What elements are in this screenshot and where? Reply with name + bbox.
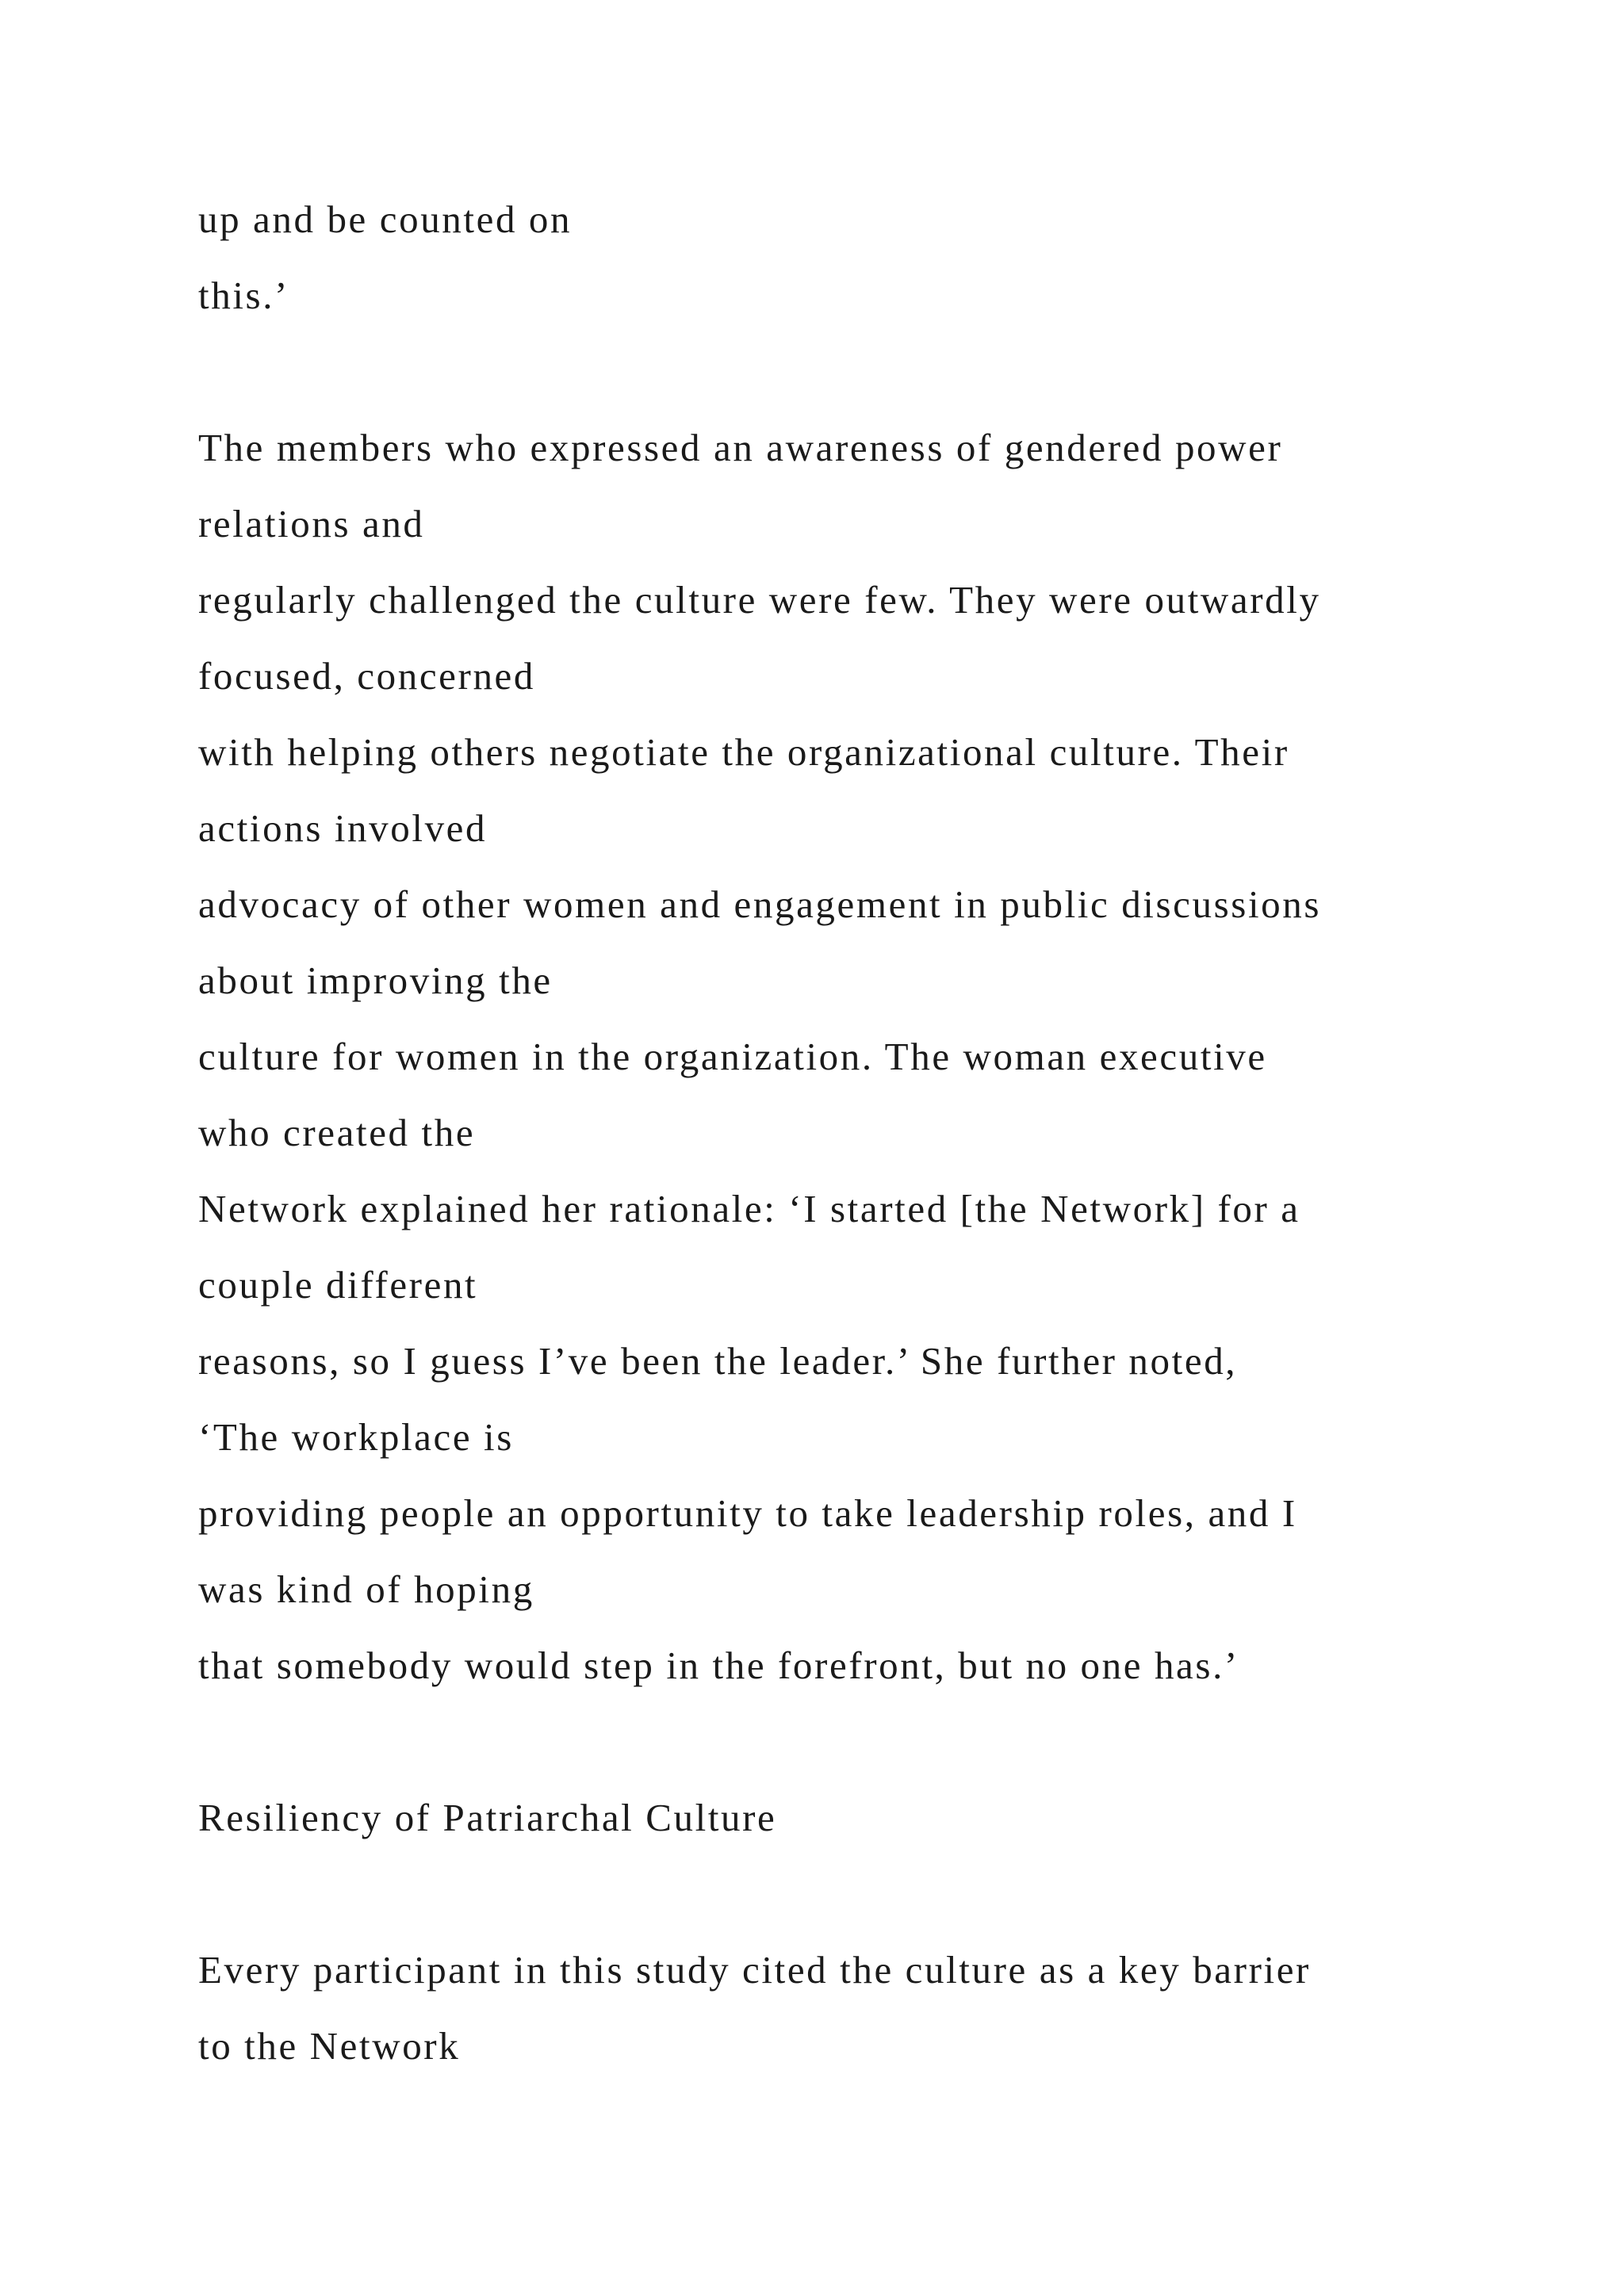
- text-line: couple different: [198, 1263, 478, 1307]
- text-line: advocacy of other women and engagement in public discussions: [198, 882, 1322, 926]
- text-line: that somebody would step in the forefront, but no one has.’: [198, 1644, 1239, 1687]
- text-line: Network explained her rationale: ‘I started [the Network] for a: [198, 1187, 1300, 1230]
- text-line: relations and: [198, 502, 425, 545]
- text-line: with helping others negotiate the organizational culture. Their: [198, 730, 1289, 774]
- text-line: actions involved: [198, 806, 488, 850]
- text-line: The members who expressed an awareness of gendered power: [198, 426, 1283, 469]
- text-line: culture for women in the organization. The woman executive: [198, 1035, 1267, 1078]
- text-line: to the Network: [198, 2024, 461, 2068]
- text-line: ‘The workplace is: [198, 1415, 514, 1459]
- section-heading: Resiliency of Patriarchal Culture: [198, 1796, 777, 1839]
- text-line: Every participant in this study cited the culture as a key barrier: [198, 1948, 1311, 1992]
- text-line: about improving the: [198, 959, 553, 1002]
- text-line: regularly challenged the culture were few. They were outwardly: [198, 578, 1321, 622]
- text-line: reasons, so I guess I’ve been the leader.’ She further noted,: [198, 1339, 1238, 1383]
- text-line: providing people an opportunity to take leadership roles, and I: [198, 1491, 1297, 1535]
- text-line: was kind of hoping: [198, 1567, 534, 1611]
- text-line: this.’: [198, 274, 289, 317]
- text-line: who created the: [198, 1111, 476, 1154]
- text-line: up and be counted on: [198, 197, 573, 241]
- text-line: focused, concerned: [198, 654, 535, 698]
